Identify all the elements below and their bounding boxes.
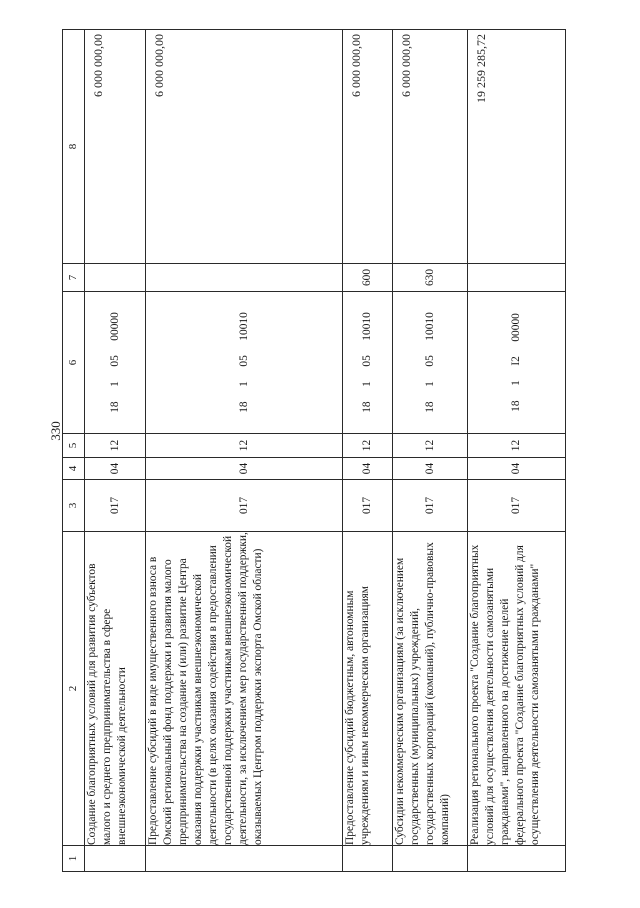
section-cell: 04	[146, 458, 343, 480]
expense-type-cell	[468, 264, 566, 292]
row-number-cell	[393, 846, 468, 872]
target-article-cell: 18 1 05 10010	[146, 292, 343, 434]
section-cell: 04	[343, 458, 393, 480]
column-header: 4	[63, 458, 85, 480]
column-header: 3	[63, 480, 85, 532]
section-cell: 04	[468, 458, 566, 480]
amount-cell: 19 259 285,72	[468, 30, 566, 264]
column-header: 7	[63, 264, 85, 292]
column-header: 5	[63, 434, 85, 458]
row-number-cell	[468, 846, 566, 872]
target-article-cell: 18 1 I2 00000	[468, 292, 566, 434]
expense-name-cell: Создание благоприятных условий для развития субъектов малого и среднего предпринимательства в сфере внешнеэкономической деятельности	[85, 532, 146, 846]
expense-name-cell: Предоставление субсидий в виде имущественного взноса в Омский региональный фонд поддержки и развития малого предпринимательства на создание и (или) развитие Центра оказания поддержки участникам внешнеэкономической деятельности (в целях оказания содействия в предоставлении государственной поддержки участникам внешнеэкономической деятельности, за исключением мер государственной поддержки, оказываемых Центром поддержки экспорта Омской области)	[146, 532, 343, 846]
table-row	[85, 30, 146, 872]
expense-name-cell: Реализация регионального проекта "Создание благоприятных условий для осуществления деятельности самозанятыми гражданами", направленного на достижение целей федерального проекта "Создание благоприятных условий для осуществления деятельности самозанятыми гражданами"	[468, 532, 566, 846]
ministry-code-cell: 017	[468, 480, 566, 532]
column-header: 2	[63, 532, 85, 846]
amount-cell: 6 000 000,00	[393, 30, 468, 264]
expense-name-cell: Предоставление субсидий бюджетным, автономным учреждениям и иным некоммерческим организациям	[343, 532, 393, 846]
column-header: 8	[63, 30, 85, 264]
column-header-row	[63, 30, 85, 872]
subsection-cell: 12	[393, 434, 468, 458]
table-row	[343, 30, 393, 872]
target-article-cell: 18 1 05 00000	[85, 292, 146, 434]
expense-type-cell: 630	[393, 264, 468, 292]
ministry-code-cell: 017	[343, 480, 393, 532]
page-number: 330	[48, 421, 63, 441]
expense-type-cell: 600	[343, 264, 393, 292]
subsection-cell: 12	[343, 434, 393, 458]
amount-cell: 6 000 000,00	[146, 30, 343, 264]
section-cell: 04	[85, 458, 146, 480]
expense-type-cell	[85, 264, 146, 292]
subsection-cell: 12	[85, 434, 146, 458]
amount-cell: 6 000 000,00	[85, 30, 146, 264]
ministry-code-cell: 017	[85, 480, 146, 532]
target-article-cell: 18 1 05 10010	[393, 292, 468, 434]
row-number-cell	[146, 846, 343, 872]
subsection-cell: 12	[146, 434, 343, 458]
section-cell: 04	[393, 458, 468, 480]
table-row	[146, 30, 343, 872]
table-row	[468, 30, 566, 872]
subsection-cell: 12	[468, 434, 566, 458]
expense-type-cell	[146, 264, 343, 292]
column-header: 1	[63, 846, 85, 872]
column-header: 6	[63, 292, 85, 434]
rotated-budget-table-page	[62, 30, 574, 872]
table-row	[393, 30, 468, 872]
ministry-code-cell: 017	[393, 480, 468, 532]
row-number-cell	[85, 846, 146, 872]
ministry-code-cell: 017	[146, 480, 343, 532]
expense-name-cell: Субсидии некоммерческим организациям (за исключением государственных (муниципальных) учреждений, государственных корпораций (компаний), публично-правовых компаний)	[393, 532, 468, 846]
amount-cell: 6 000 000,00	[343, 30, 393, 264]
row-number-cell	[343, 846, 393, 872]
budget-table	[62, 29, 566, 872]
target-article-cell: 18 1 05 10010	[343, 292, 393, 434]
